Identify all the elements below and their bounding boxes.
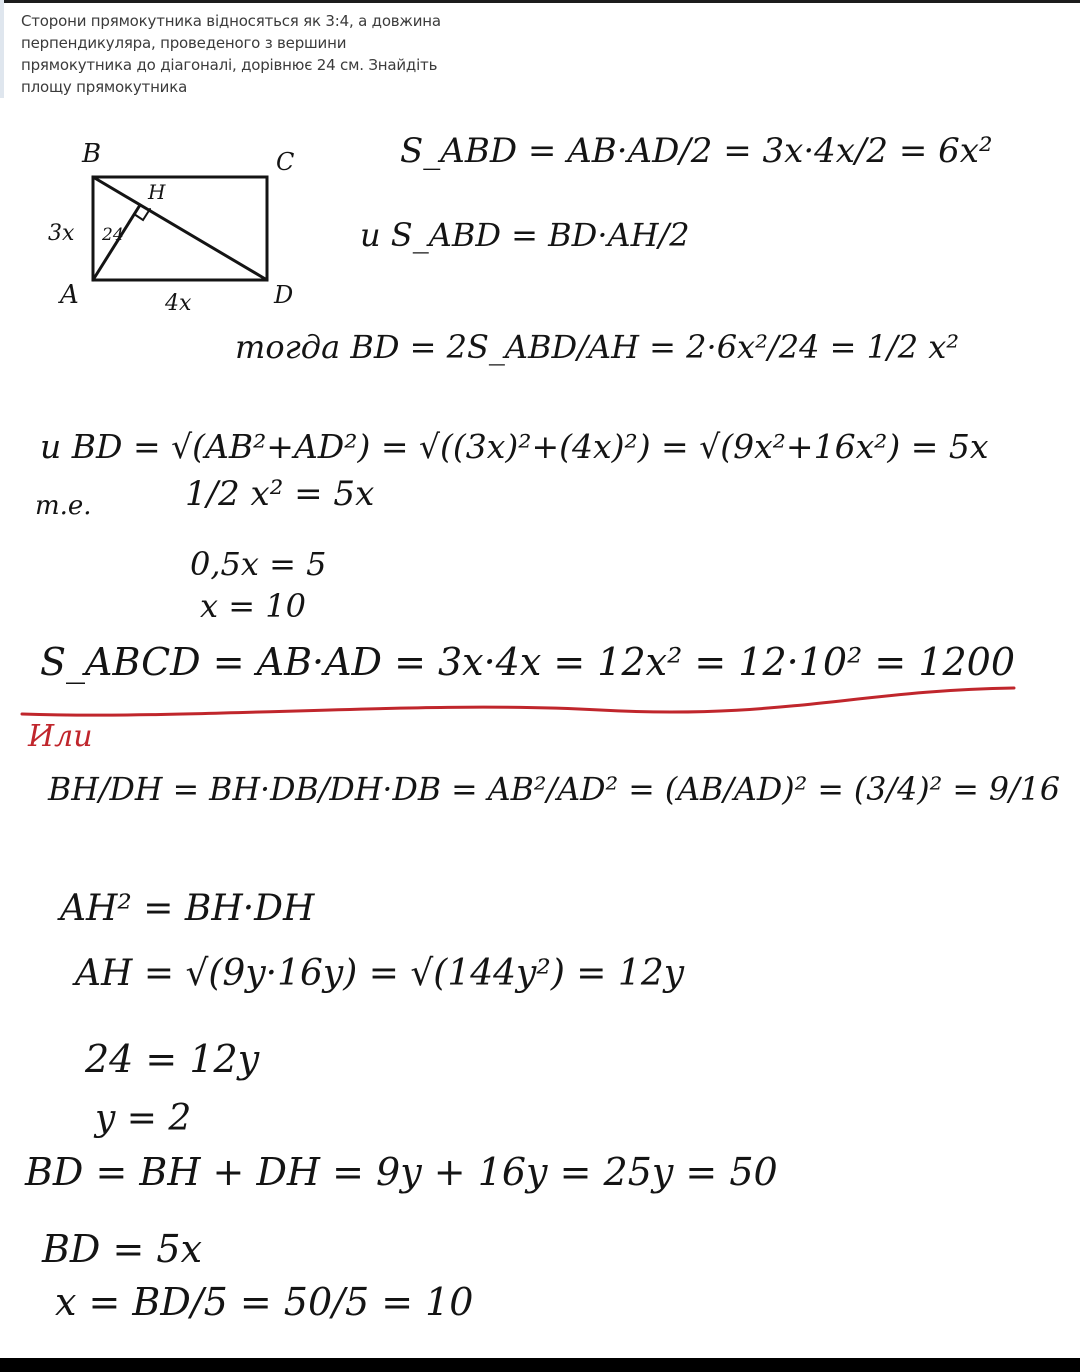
- vertex-b-label: B: [82, 139, 102, 169]
- equation-1: 1/2 x² = 5x: [185, 474, 375, 514]
- bd-sum-line: BD = BH + DH = 9y + 16y = 25y = 50: [25, 1150, 778, 1194]
- bottom-edge: [0, 1358, 1080, 1372]
- equation-y-2: y = 2: [95, 1098, 192, 1139]
- vertex-a-label: A: [60, 280, 79, 310]
- ah-squared-line: AH² = BH·DH: [60, 888, 315, 929]
- ratio-line: BH/DH = BH·DB/DH·DB = AB²/AD² = (AB/AD)² = (3/4)² = 9/16: [47, 770, 1061, 808]
- altitude-label: 24: [102, 225, 124, 245]
- problem-line: перпендикуляра, проведеного з вершини: [21, 34, 347, 52]
- foot-h-label: H: [148, 180, 166, 204]
- area-abd-line: S_ABD = AB·AD/2 = 3x·4x/2 = 6x²: [400, 131, 993, 171]
- side-ab-label: 3x: [48, 221, 75, 246]
- equation-2: 0,5x = 5: [190, 545, 327, 583]
- te-label: т.е.: [35, 491, 92, 521]
- bd-pythagoras-line: и BD = √(AB²+AD²) = √((3x)²+(4x)²) = √(9x²+16x²) = 5x: [40, 427, 989, 466]
- vertex-d-label: D: [274, 281, 294, 309]
- bd-expression-line: тогда BD = 2S_ABD/AH = 2·6x²/24 = 1/2 x²: [235, 328, 960, 366]
- vertex-c-label: C: [276, 148, 295, 176]
- area-abd-alt-line: и S_ABD = BD·AH/2: [360, 216, 690, 254]
- area-rectangle-line: S_ABCD = AB·AD = 3x·4x = 12x² = 12·10² = 1200: [40, 640, 1016, 684]
- red-divider-line: [22, 688, 1014, 715]
- side-ad-label: 4x: [165, 291, 192, 316]
- or-label: Или: [28, 719, 93, 754]
- bd-5x-line: BD = 5x: [42, 1227, 202, 1271]
- problem-line: Сторони прямокутника відносяться як 3:4, а довжина: [21, 12, 441, 30]
- problem-line: прямокутника до діагоналі, дорівнює 24 см. Знайдіть: [21, 56, 438, 74]
- equation-3: x = 10: [200, 587, 306, 625]
- ah-value-line: AH = √(9y·16y) = √(144y²) = 12y: [75, 953, 685, 994]
- problem-line: площу прямокутника: [21, 78, 188, 96]
- x-final-line: x = BD/5 = 50/5 = 10: [55, 1280, 474, 1324]
- equation-24-12y: 24 = 12y: [85, 1037, 260, 1081]
